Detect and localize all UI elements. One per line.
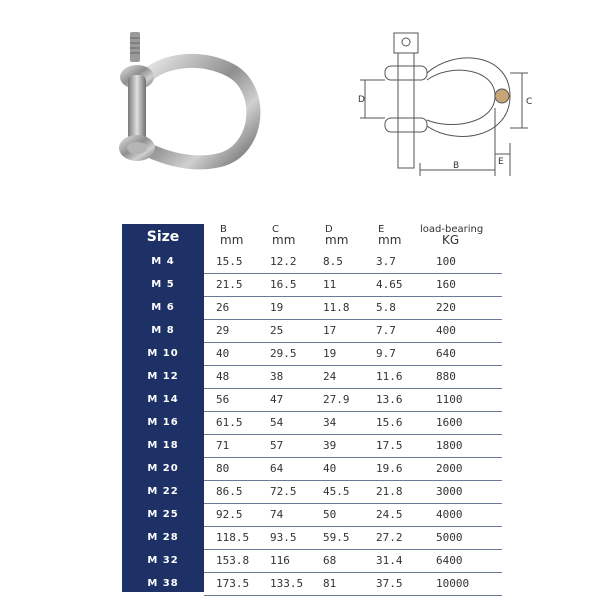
size-cell: M 14	[147, 394, 179, 405]
cell-b: 21.5	[216, 278, 243, 291]
cell-b: 26	[216, 301, 230, 314]
cell-c: 16.5	[270, 278, 297, 291]
shackle-photo	[100, 20, 280, 190]
cell-c: 72.5	[270, 485, 297, 498]
cell-c: 38	[270, 370, 284, 383]
cell-d: 40	[323, 462, 337, 475]
size-cell: M 18	[147, 440, 179, 451]
table-row	[204, 549, 502, 573]
cell-e: 31.4	[376, 554, 403, 567]
cell-b: 61.5	[216, 416, 243, 429]
cell-e: 11.6	[376, 370, 403, 383]
cell-e: 15.6	[376, 416, 403, 429]
cell-kg: 1800	[436, 439, 463, 452]
table-row	[204, 457, 502, 481]
size-cell: M 25	[147, 509, 179, 520]
cell-c: 64	[270, 462, 284, 475]
cell-e: 3.7	[376, 255, 396, 268]
col-header-d: D mm	[325, 224, 349, 247]
cell-d: 34	[323, 416, 337, 429]
cell-d: 81	[323, 577, 337, 590]
cell-d: 24	[323, 370, 337, 383]
table-row	[204, 503, 502, 527]
cell-b: 40	[216, 347, 230, 360]
cell-kg: 640	[436, 347, 456, 360]
cell-d: 8.5	[323, 255, 343, 268]
cell-kg: 880	[436, 370, 456, 383]
cell-b: 48	[216, 370, 230, 383]
col-header-e: E mm	[378, 224, 402, 247]
col-header-b: B mm	[220, 224, 244, 247]
cell-b: 29	[216, 324, 230, 337]
size-header: Size	[146, 229, 180, 245]
cell-e: 19.6	[376, 462, 403, 475]
cell-d: 50	[323, 508, 337, 521]
cell-b: 15.5	[216, 255, 243, 268]
cell-c: 47	[270, 393, 284, 406]
cell-e: 27.2	[376, 531, 403, 544]
cell-d: 19	[323, 347, 337, 360]
size-cell: M 32	[147, 555, 179, 566]
cell-b: 56	[216, 393, 230, 406]
cell-c: 57	[270, 439, 284, 452]
cell-b: 92.5	[216, 508, 243, 521]
cell-d: 45.5	[323, 485, 350, 498]
cell-kg: 1600	[436, 416, 463, 429]
cell-d: 11	[323, 278, 337, 291]
cell-d: 39	[323, 439, 337, 452]
table-row	[204, 342, 502, 366]
cell-c: 54	[270, 416, 284, 429]
cell-e: 21.8	[376, 485, 403, 498]
size-column	[122, 224, 204, 592]
size-cell: M 6	[151, 302, 175, 313]
size-cell: M 5	[151, 279, 175, 290]
cell-e: 17.5	[376, 439, 403, 452]
cell-e: 5.8	[376, 301, 396, 314]
col-header-c: C mm	[272, 224, 296, 247]
cell-b: 71	[216, 439, 230, 452]
size-cell: M 38	[147, 578, 179, 589]
table-row	[204, 296, 502, 320]
cell-kg: 10000	[436, 577, 470, 590]
cell-d: 17	[323, 324, 337, 337]
cell-e: 9.7	[376, 347, 396, 360]
cell-e: 37.5	[376, 577, 403, 590]
size-cell: M 4	[151, 256, 175, 267]
dim-label-b: B	[453, 161, 460, 171]
cell-c: 12.2	[270, 255, 297, 268]
cell-kg: 6400	[436, 554, 463, 567]
size-cell: M 8	[151, 325, 175, 336]
col-header-load: load-bearing KG	[420, 224, 484, 247]
table-row	[204, 434, 502, 458]
dim-label-d: D	[358, 95, 365, 105]
spec-table	[122, 224, 502, 592]
table-row	[204, 365, 502, 389]
table-row	[204, 273, 502, 297]
cell-kg: 3000	[436, 485, 463, 498]
table-row	[204, 480, 502, 504]
cell-c: 116	[270, 554, 290, 567]
cell-d: 68	[323, 554, 337, 567]
table-row	[204, 319, 502, 343]
cell-kg: 100	[436, 255, 456, 268]
cell-b: 86.5	[216, 485, 243, 498]
cell-c: 29.5	[270, 347, 297, 360]
table-row	[204, 526, 502, 550]
cell-b: 153.8	[216, 554, 250, 567]
cell-b: 80	[216, 462, 230, 475]
cell-d: 27.9	[323, 393, 350, 406]
cell-e: 4.65	[376, 278, 403, 291]
size-cell: M 12	[147, 371, 179, 382]
cell-b: 173.5	[216, 577, 250, 590]
table-row	[204, 572, 502, 596]
size-cell: M 20	[147, 463, 179, 474]
size-cell: M 22	[147, 486, 179, 497]
size-cell: M 28	[147, 532, 179, 543]
table-row	[204, 411, 502, 435]
cell-d: 59.5	[323, 531, 350, 544]
cell-c: 74	[270, 508, 284, 521]
cell-kg: 2000	[436, 462, 463, 475]
cell-e: 24.5	[376, 508, 403, 521]
dimension-diagram	[350, 28, 550, 183]
cell-kg: 1100	[436, 393, 463, 406]
cell-d: 11.8	[323, 301, 350, 314]
table-row	[204, 250, 502, 274]
cell-e: 13.6	[376, 393, 403, 406]
size-cell: M 10	[147, 348, 179, 359]
cell-b: 118.5	[216, 531, 250, 544]
dim-label-e: E	[498, 157, 504, 167]
size-cell: M 16	[147, 417, 179, 428]
cell-c: 25	[270, 324, 284, 337]
cell-kg: 160	[436, 278, 456, 291]
cell-e: 7.7	[376, 324, 396, 337]
dim-label-c: C	[526, 97, 533, 107]
cell-c: 19	[270, 301, 284, 314]
cell-kg: 400	[436, 324, 456, 337]
cell-c: 133.5	[270, 577, 304, 590]
cell-kg: 4000	[436, 508, 463, 521]
cell-c: 93.5	[270, 531, 297, 544]
cell-kg: 220	[436, 301, 456, 314]
cell-kg: 5000	[436, 531, 463, 544]
table-row	[204, 388, 502, 412]
